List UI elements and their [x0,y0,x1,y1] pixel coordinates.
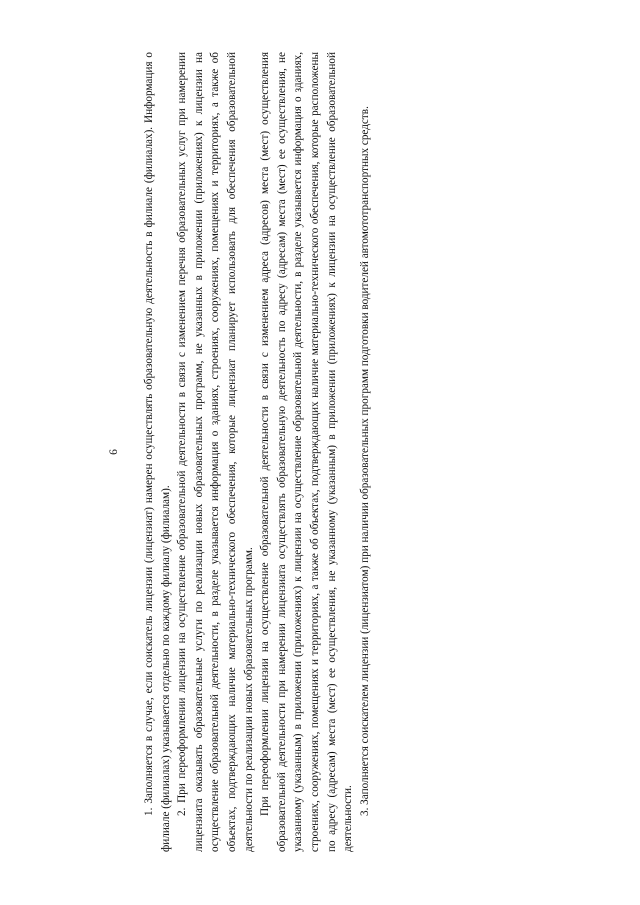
footnotes-body [141,52,373,852]
page-number: 6 [108,449,120,455]
footnote-2: 2. При переоформлении лицензии на осуществление образовательной деятельности в связи с изменением перечня образовательных услуг при намерении лицензиата оказывать образовательные услуги по реализации новых образовательных программ, не указанных в приложении (приложениях) к лицензии на осуществление образовательной деятельности, в разделе указывается информация о зданиях, строениях, сооружениях, помещениях и территориях, а также об объектах, подтверждающих наличие материально-технического обеспечения, которые лицензиат планирует использовать для обеспечения образовательной деятельности по реализации новых образовательных программ. [176,52,255,852]
footnote-3: 3. Заполняется соискателем лицензии (лицензиатом) при наличии образовательных программ подготовки водителей автомототранспортных средств. [358,106,371,816]
rotated-content [107,52,397,852]
footnote-1: 1. Заполняется в случае, если соискатель лицензии (лицензиат) намерен осуществлять образовательную деятельность в филиале (филиалах). Информация о филиале (филиалах) указывается отдельно по каждому филиалу (филиалам). [143,52,172,852]
footnote-2-continued: При переоформлении лицензии на осуществление образовательной деятельности в связи с изменением адреса (адресов) места (мест) осуществления образовательной деятельности при намерении лицензиата осуществлять образовательную деятельность по адресу (адресам) места (мест) ее осуществления, не указанному (указанным) в приложении (приложениях) к лицензии на осуществление образовательной деятельности, в разделе указывается информация о зданиях, строениях, сооружениях, помещениях и территориях, а также об объектах, подтверждающих наличие материально-технического обеспечения, которые расположены по адресу (адресам) места (мест) ее осуществления, не указанному (указанным) в приложении (приложениях) к лицензии на осуществление образовательной деятельности. [259,52,355,852]
